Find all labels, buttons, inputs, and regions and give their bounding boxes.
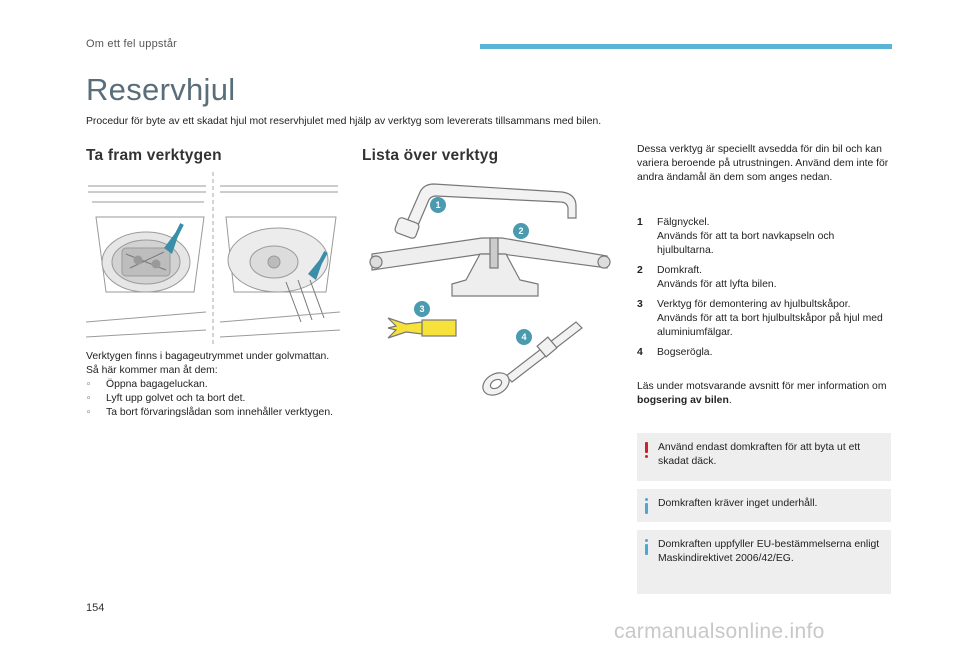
list-item [637, 264, 891, 292]
header-accent-bar [480, 44, 892, 49]
bullet-marker-icon: ◦ [86, 394, 92, 404]
bullet-marker-icon: ◦ [86, 380, 92, 390]
tool-desc: Används för att ta bort navkapseln och hjulbultarna. [657, 231, 835, 256]
item-number: 1 [637, 217, 643, 228]
text-line: Så här kommer man åt dem: [86, 365, 218, 376]
list-item: ◦ Ta bort förvaringslådan som innehåller verktygen. [86, 407, 333, 418]
tool-desc: Används för att ta bort hjulbultskåpor på hjul med aluminiumfälgar. [657, 313, 883, 338]
item-number: 4 [637, 347, 643, 358]
tool-name: Fälgnyckel. [657, 217, 710, 228]
note-text: Domkraften uppfyller EU-bestämmelserna enligt Maskindirektivet 2006/42/EG. [658, 539, 880, 564]
info-note [637, 489, 891, 522]
list-item [637, 298, 891, 340]
tool-name: Bogserögla. [657, 347, 713, 358]
callout-label-2: 2 [518, 226, 524, 236]
middle-column-heading: Lista över verktyg [362, 147, 499, 164]
note-text: Använd endast domkraften för att byta ut ett skadat däck. [658, 442, 861, 467]
hubcap-tool-drawing [388, 318, 456, 338]
bullet-marker-icon: ◦ [86, 408, 92, 418]
left-column-heading: Ta fram verktygen [86, 147, 222, 164]
list-item [637, 346, 891, 360]
tools-illustration [362, 172, 616, 402]
callout-label-3: 3 [419, 304, 425, 314]
jack-drawing [370, 238, 610, 296]
tool-desc: Används för att lyfta bilen. [657, 279, 777, 290]
watermark: carmanualsonline.info [614, 620, 825, 643]
list-item: ◦ Öppna bagageluckan. [86, 379, 208, 390]
right-column-intro: Dessa verktyg är speciellt avsedda för din bil och kan variera beroende på utrustningen. Använd dem inte för andra ändamål än dem som anges nedan. [637, 144, 889, 183]
tool-name: Domkraft. [657, 265, 703, 276]
numbered-list [637, 216, 891, 360]
text-line: Verktygen finns i bagageutrymmet under golvmattan. [86, 351, 330, 362]
warning-note [637, 433, 891, 481]
page-number: 154 [86, 602, 105, 614]
list-item [637, 216, 891, 258]
tool-list [637, 216, 891, 366]
tool-name: Verktyg för demontering av hjulbultskåpor. [657, 299, 851, 310]
tools-drawing [362, 172, 616, 402]
item-number: 2 [637, 265, 643, 276]
section-label: Om ett fel uppstår [86, 38, 178, 50]
info-note [637, 530, 891, 594]
reference-link: bogsering av bilen [637, 395, 729, 406]
note-text: Domkraften kräver inget underhåll. [658, 498, 818, 509]
trunk-floor-drawing [86, 172, 340, 344]
item-number: 3 [637, 299, 643, 310]
trunk-illustration [86, 172, 340, 344]
bullet-list [86, 378, 340, 420]
reference-text: Läs under motsvarande avsnitt för mer information om bogsering av bilen. [637, 381, 887, 406]
wheel-wrench-drawing [394, 184, 576, 239]
callout-label-1: 1 [435, 200, 441, 210]
callout-label-4: 4 [521, 332, 527, 342]
intro-text: Procedur för byte av ett skadat hjul mot reservhjulet med hjälp av verktyg som levererats tillsammans med bilen. [86, 116, 602, 127]
left-column-text [86, 350, 340, 420]
list-item: ◦ Lyft upp golvet och ta bort det. [86, 393, 246, 404]
page-title: Reservhjul [86, 72, 236, 107]
